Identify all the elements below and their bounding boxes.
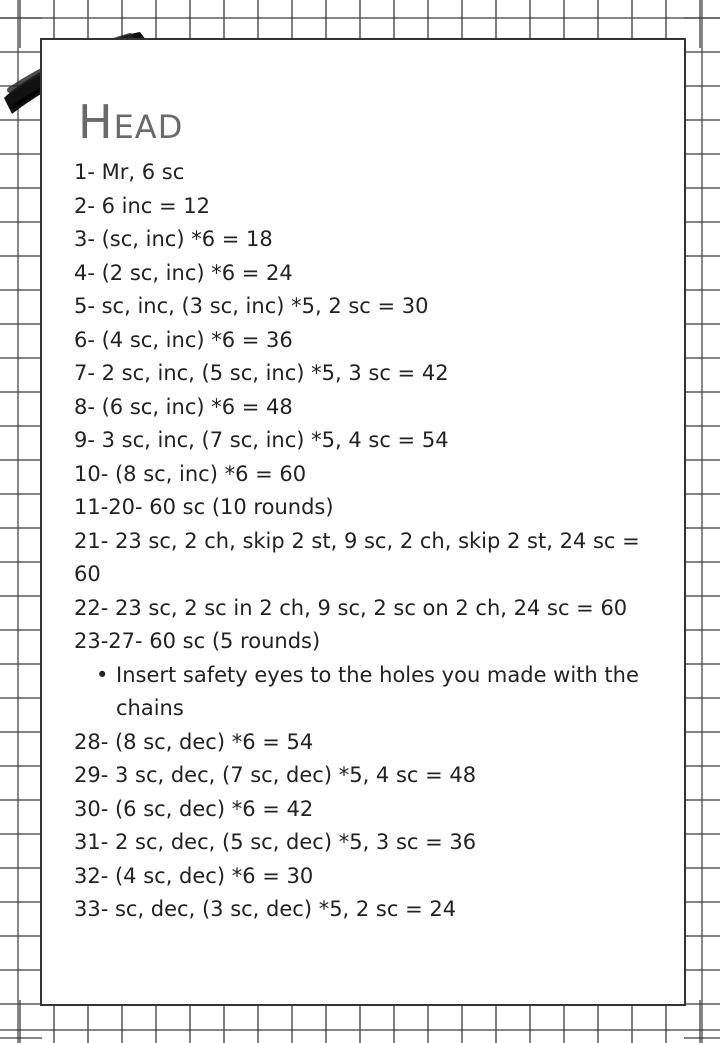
pattern-round: 5- sc, inc, (3 sc, inc) *5, 2 sc = 30: [74, 294, 429, 318]
pattern-round: 32- (4 sc, dec) *6 = 30: [74, 863, 314, 888]
pattern-round: 9- 3 sc, inc, (7 sc, inc) *5, 4 sc = 54: [74, 428, 449, 452]
pattern-round: 1- Mr, 6 sc: [74, 160, 185, 184]
pattern-round: 30- (6 sc, dec) *6 = 42: [74, 796, 314, 821]
pattern-round: 11-20- 60 sc (10 rounds): [74, 495, 334, 519]
pattern-round: 22- 23 sc, 2 sc in 2 ch, 9 sc, 2 sc on 2 ch, 24 sc = 60: [74, 595, 628, 620]
pattern-round: 23-27- 60 sc (5 rounds): [74, 629, 321, 653]
pattern-round: 29- 3 sc, dec, (7 sc, dec) *5, 4 sc = 48: [74, 763, 477, 787]
bullet-icon: •: [96, 662, 109, 687]
pattern-round: 4- (2 sc, inc) *6 = 24: [74, 260, 293, 285]
pattern-note-text: Insert safety eyes to the holes you made with the chains: [116, 662, 639, 720]
pattern-round: 31- 2 sc, dec, (5 sc, dec) *5, 3 sc = 36: [74, 830, 477, 854]
pattern-round: 8- (6 sc, inc) *6 = 48: [74, 394, 293, 419]
pattern-round: 10- (8 sc, inc) *6 = 60: [74, 461, 307, 486]
pattern-round: 6- (4 sc, inc) *6 = 36: [74, 327, 293, 352]
section-title: Head: [78, 95, 184, 149]
pattern-round: 21- 23 sc, 2 ch, skip 2 st, 9 sc, 2 ch, skip 2 st, 24 sc = 60: [74, 528, 640, 586]
pattern-round: 33- sc, dec, (3 sc, dec) *5, 2 sc = 24: [74, 897, 457, 921]
pattern-rounds-list: [74, 156, 664, 927]
pattern-note: [74, 659, 664, 726]
pattern-round: 2- 6 inc = 12: [74, 193, 211, 218]
pattern-round: 7- 2 sc, inc, (5 sc, inc) *5, 3 sc = 42: [74, 361, 449, 385]
pattern-round: 3- (sc, inc) *6 = 18: [74, 227, 273, 251]
pattern-round: 28- (8 sc, dec) *6 = 54: [74, 729, 314, 754]
